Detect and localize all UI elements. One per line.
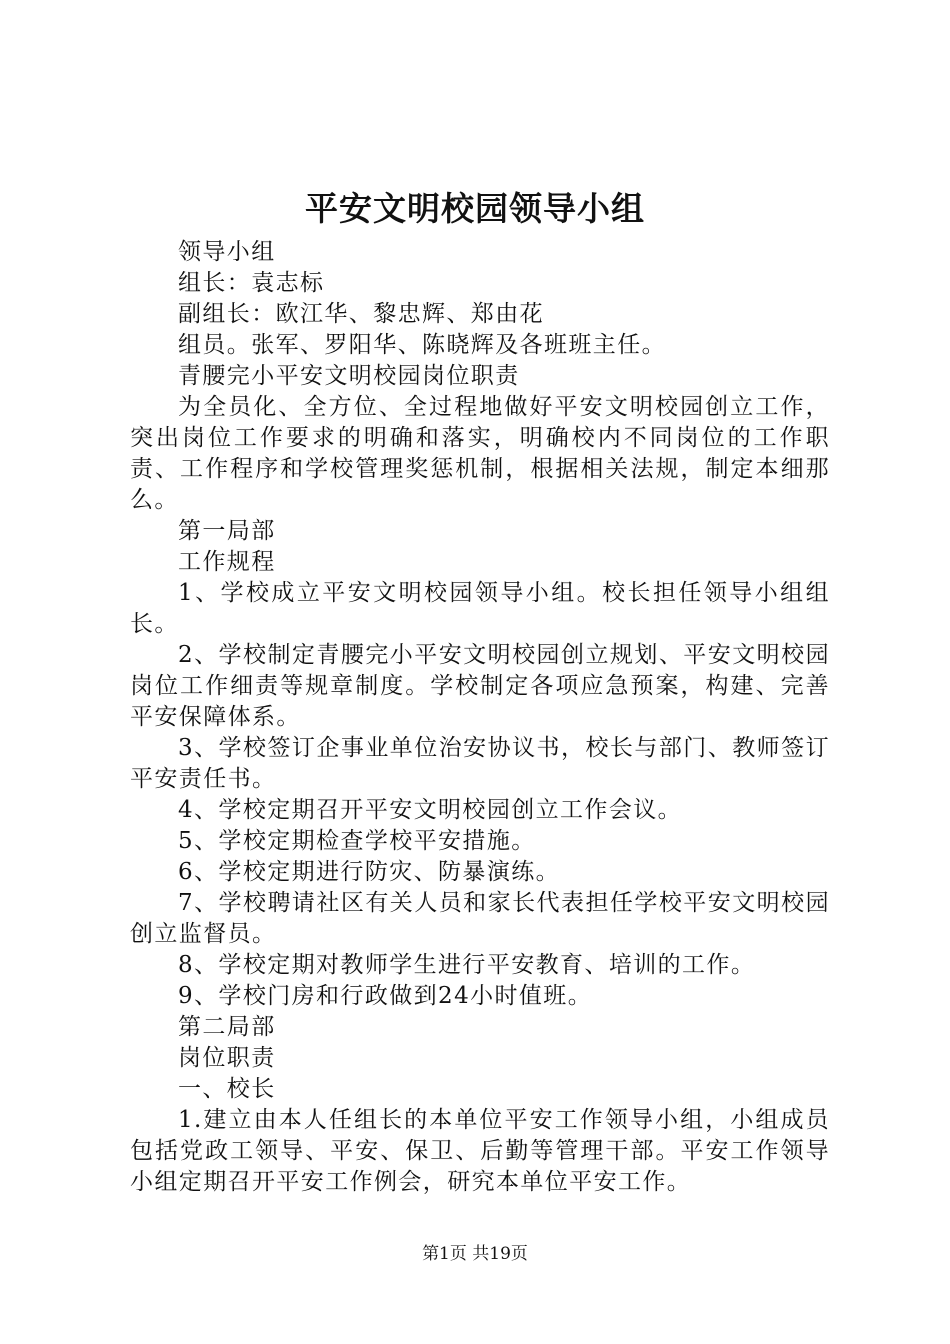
- paragraph: 第一局部: [178, 518, 276, 544]
- document-body: [130, 237, 830, 1198]
- paragraph: 组长：袁志标: [178, 270, 325, 296]
- paragraph: 为全员化、全方位、全过程地做好平安文明校园创立工作，突出岗位工作要求的明确和落实，明确校内不同岗位的工作职责、工作程序和学校管理奖惩机制，根据相关法规，制定本细那么。: [130, 394, 830, 513]
- paragraph: 1.建立由本人任组长的本单位平安工作领导小组，小组成员包括党政工领导、平安、保卫、后勤等管理干部。平安工作领导小组定期召开平安工作例会，研究本单位平安工作。: [130, 1107, 830, 1195]
- paragraph: 一、校长: [178, 1076, 276, 1102]
- paragraph: 组员。张军、罗阳华、陈晓辉及各班班主任。: [178, 332, 666, 358]
- paragraph: 3、学校签订企事业单位治安协议书，校长与部门、教师签订平安责任书。: [130, 735, 830, 792]
- page-number-footer: 第1页 共19页: [422, 1244, 528, 1264]
- paragraph: 2、学校制定青腰完小平安文明校园创立规划、平安文明校园岗位工作细责等规章制度。学校制定各项应急预案，构建、完善平安保障体系。: [130, 642, 830, 730]
- paragraph: 领导小组: [178, 239, 276, 265]
- paragraph: 9、学校门房和行政做到24小时值班。: [178, 983, 593, 1009]
- document-title: 平安文明校园领导小组: [305, 189, 645, 228]
- paragraph: 4、学校定期召开平安文明校园创立工作会议。: [178, 797, 683, 823]
- paragraph: 青腰完小平安文明校园岗位职责: [178, 363, 520, 389]
- paragraph: 副组长：欧江华、黎忠辉、郑由花: [178, 301, 544, 327]
- paragraph: 工作规程: [178, 549, 276, 575]
- paragraph: 第二局部: [178, 1014, 276, 1040]
- paragraph: 6、学校定期进行防灾、防暴演练。: [178, 859, 561, 885]
- paragraph: 1、学校成立平安文明校园领导小组。校长担任领导小组组长。: [130, 580, 830, 637]
- paragraph: 5、学校定期检查学校平安措施。: [178, 828, 536, 854]
- paragraph: 7、学校聘请社区有关人员和家长代表担任学校平安文明校园创立监督员。: [130, 890, 830, 947]
- paragraph: 岗位职责: [178, 1045, 276, 1071]
- paragraph: 8、学校定期对教师学生进行平安教育、培训的工作。: [178, 952, 756, 978]
